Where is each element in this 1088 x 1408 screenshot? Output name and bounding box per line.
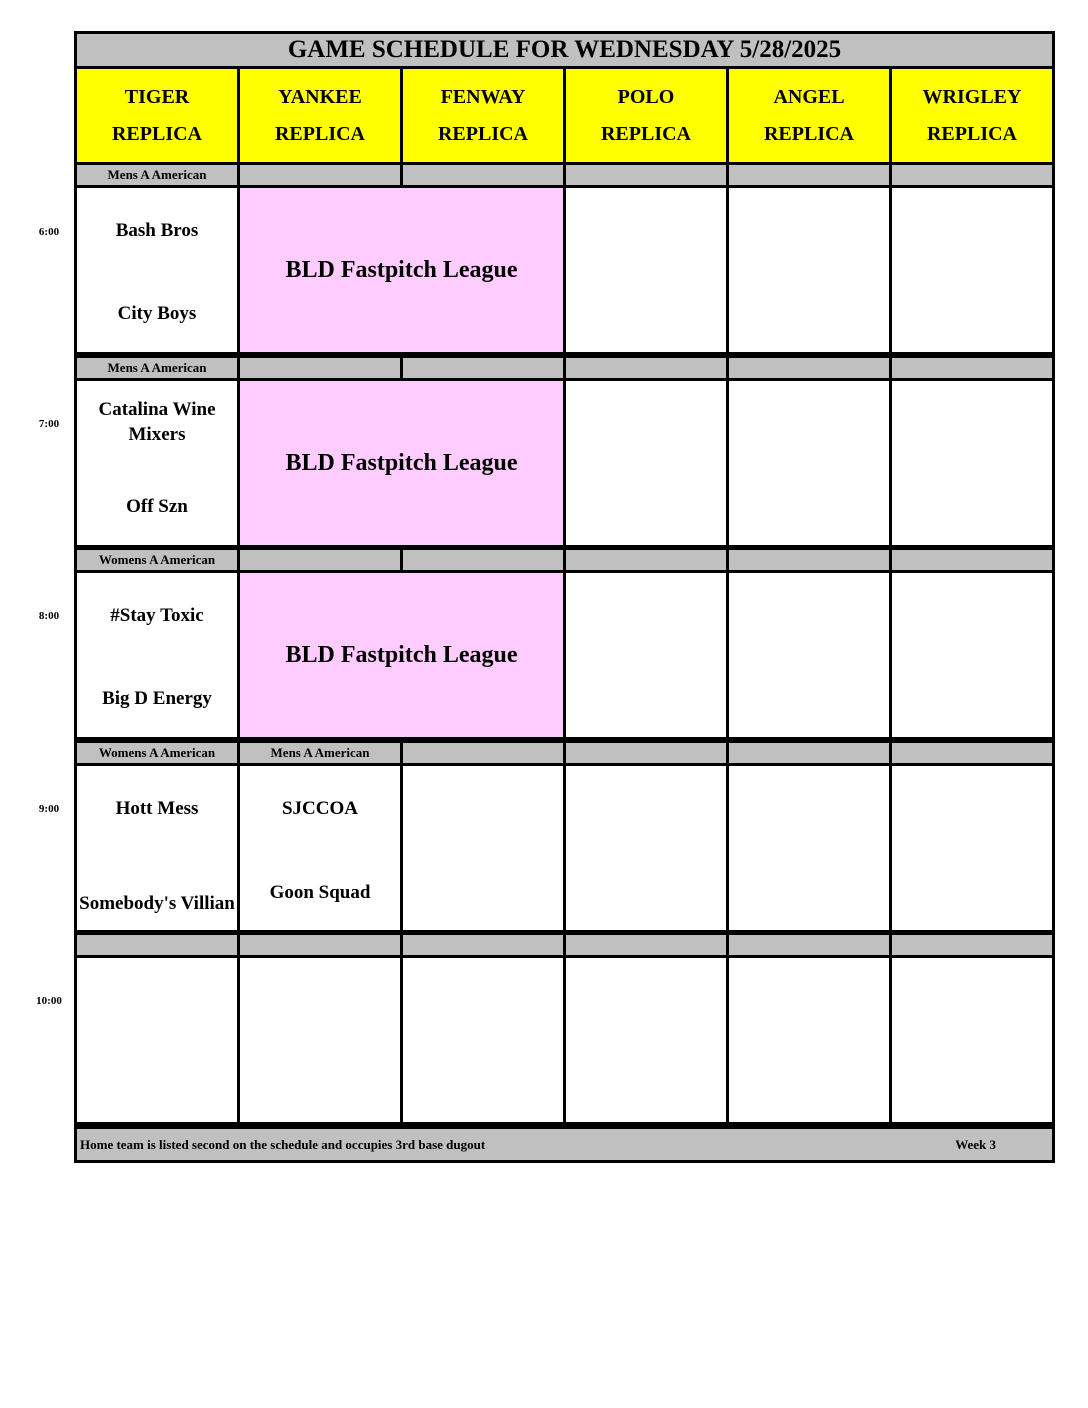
division-label: Womens A American <box>77 550 237 570</box>
field-name: YANKEE <box>278 85 362 108</box>
division-band <box>77 935 1052 955</box>
empty-cell <box>566 573 726 737</box>
time-slot-row <box>77 766 1052 930</box>
field-header-angel <box>729 69 889 162</box>
division-band <box>77 358 1052 378</box>
division-label <box>403 358 563 378</box>
field-name: WRIGLEY <box>922 85 1022 108</box>
schedule-table <box>74 31 1055 1163</box>
field-header-wrigley <box>892 69 1052 162</box>
empty-cell <box>77 958 237 1122</box>
empty-cell <box>892 573 1052 737</box>
division-label <box>240 165 400 185</box>
division-label <box>403 935 563 955</box>
division-label <box>892 743 1052 763</box>
empty-cell <box>403 958 563 1122</box>
division-label <box>566 935 726 955</box>
field-header-polo <box>566 69 726 162</box>
game-cell <box>77 573 237 737</box>
home-team: City Boys <box>117 303 197 324</box>
footer-note: Home team is listed second on the schedule and occupies 3rd base dugout <box>80 1137 486 1152</box>
field-header-tiger <box>77 69 237 162</box>
game-cell <box>77 381 237 545</box>
week-label: Week 3 <box>955 1137 996 1152</box>
away-team: #Stay Toxic <box>110 605 204 626</box>
game-cell <box>77 188 237 352</box>
empty-cell <box>729 188 889 352</box>
field-name: TIGER <box>124 85 190 108</box>
division-label: Mens A American <box>240 743 400 763</box>
division-band <box>77 743 1052 763</box>
empty-cell <box>566 958 726 1122</box>
division-label <box>729 358 889 378</box>
time-label: 6:00 <box>38 226 60 238</box>
division-label <box>566 550 726 570</box>
empty-cell <box>566 188 726 352</box>
time-slot-row <box>77 188 1052 352</box>
field-header-yankee <box>240 69 400 162</box>
league-block: BLD Fastpitch League <box>240 188 563 352</box>
empty-cell <box>729 766 889 930</box>
division-label <box>892 358 1052 378</box>
time-label: 8:00 <box>38 610 60 622</box>
empty-cell <box>566 381 726 545</box>
division-label <box>892 935 1052 955</box>
field-subname: REPLICA <box>600 122 691 145</box>
division-label <box>240 935 400 955</box>
empty-cell <box>729 958 889 1122</box>
division-label <box>566 743 726 763</box>
empty-cell <box>892 381 1052 545</box>
division-label <box>892 165 1052 185</box>
away-team: Bash Bros <box>115 220 199 241</box>
empty-cell <box>729 573 889 737</box>
field-name: POLO <box>617 85 675 108</box>
empty-cell <box>240 958 400 1122</box>
league-block: BLD Fastpitch League <box>240 381 563 545</box>
time-slot-row <box>77 958 1052 1122</box>
division-label <box>729 165 889 185</box>
division-label <box>566 358 726 378</box>
division-label <box>403 550 563 570</box>
time-label: 9:00 <box>38 803 60 815</box>
division-label <box>240 358 400 378</box>
time-label: 10:00 <box>36 995 62 1007</box>
field-subname: REPLICA <box>111 122 202 145</box>
away-team: Hott Mess <box>115 798 199 819</box>
home-team: Big D Energy <box>102 688 212 709</box>
division-label <box>729 743 889 763</box>
division-label: Mens A American <box>77 358 237 378</box>
home-team: Off Szn <box>126 496 188 517</box>
empty-cell <box>892 766 1052 930</box>
field-header-fenway <box>403 69 563 162</box>
field-subname: REPLICA <box>437 122 528 145</box>
division-band <box>77 550 1052 570</box>
division-label <box>403 743 563 763</box>
division-label <box>403 165 563 185</box>
field-header-row <box>77 69 1052 162</box>
field-subname: REPLICA <box>926 122 1017 145</box>
division-label <box>77 935 237 955</box>
division-label <box>729 550 889 570</box>
division-band <box>77 165 1052 185</box>
empty-cell <box>403 766 563 930</box>
field-subname: REPLICA <box>274 122 365 145</box>
field-subname: REPLICA <box>763 122 854 145</box>
time-slot-row <box>77 381 1052 545</box>
home-team: Goon Squad <box>269 882 371 903</box>
footer-bar <box>77 1129 1052 1160</box>
empty-cell <box>729 381 889 545</box>
home-team: Somebody's Villian <box>79 893 235 914</box>
division-label <box>566 165 726 185</box>
away-team: Catalina Wine Mixers <box>98 399 216 445</box>
division-label: Womens A American <box>77 743 237 763</box>
empty-cell <box>566 766 726 930</box>
division-label <box>729 935 889 955</box>
empty-cell <box>892 188 1052 352</box>
time-label: 7:00 <box>38 418 60 430</box>
game-cell <box>77 766 237 930</box>
away-team: SJCCOA <box>281 798 358 819</box>
page-title: GAME SCHEDULE FOR WEDNESDAY 5/28/2025 <box>77 34 1052 66</box>
time-slot-row <box>77 573 1052 737</box>
field-name: ANGEL <box>773 85 845 108</box>
league-block: BLD Fastpitch League <box>240 573 563 737</box>
empty-cell <box>892 958 1052 1122</box>
division-label <box>892 550 1052 570</box>
game-cell <box>240 766 400 930</box>
field-name: FENWAY <box>440 85 526 108</box>
division-label <box>240 550 400 570</box>
division-label: Mens A American <box>77 165 237 185</box>
